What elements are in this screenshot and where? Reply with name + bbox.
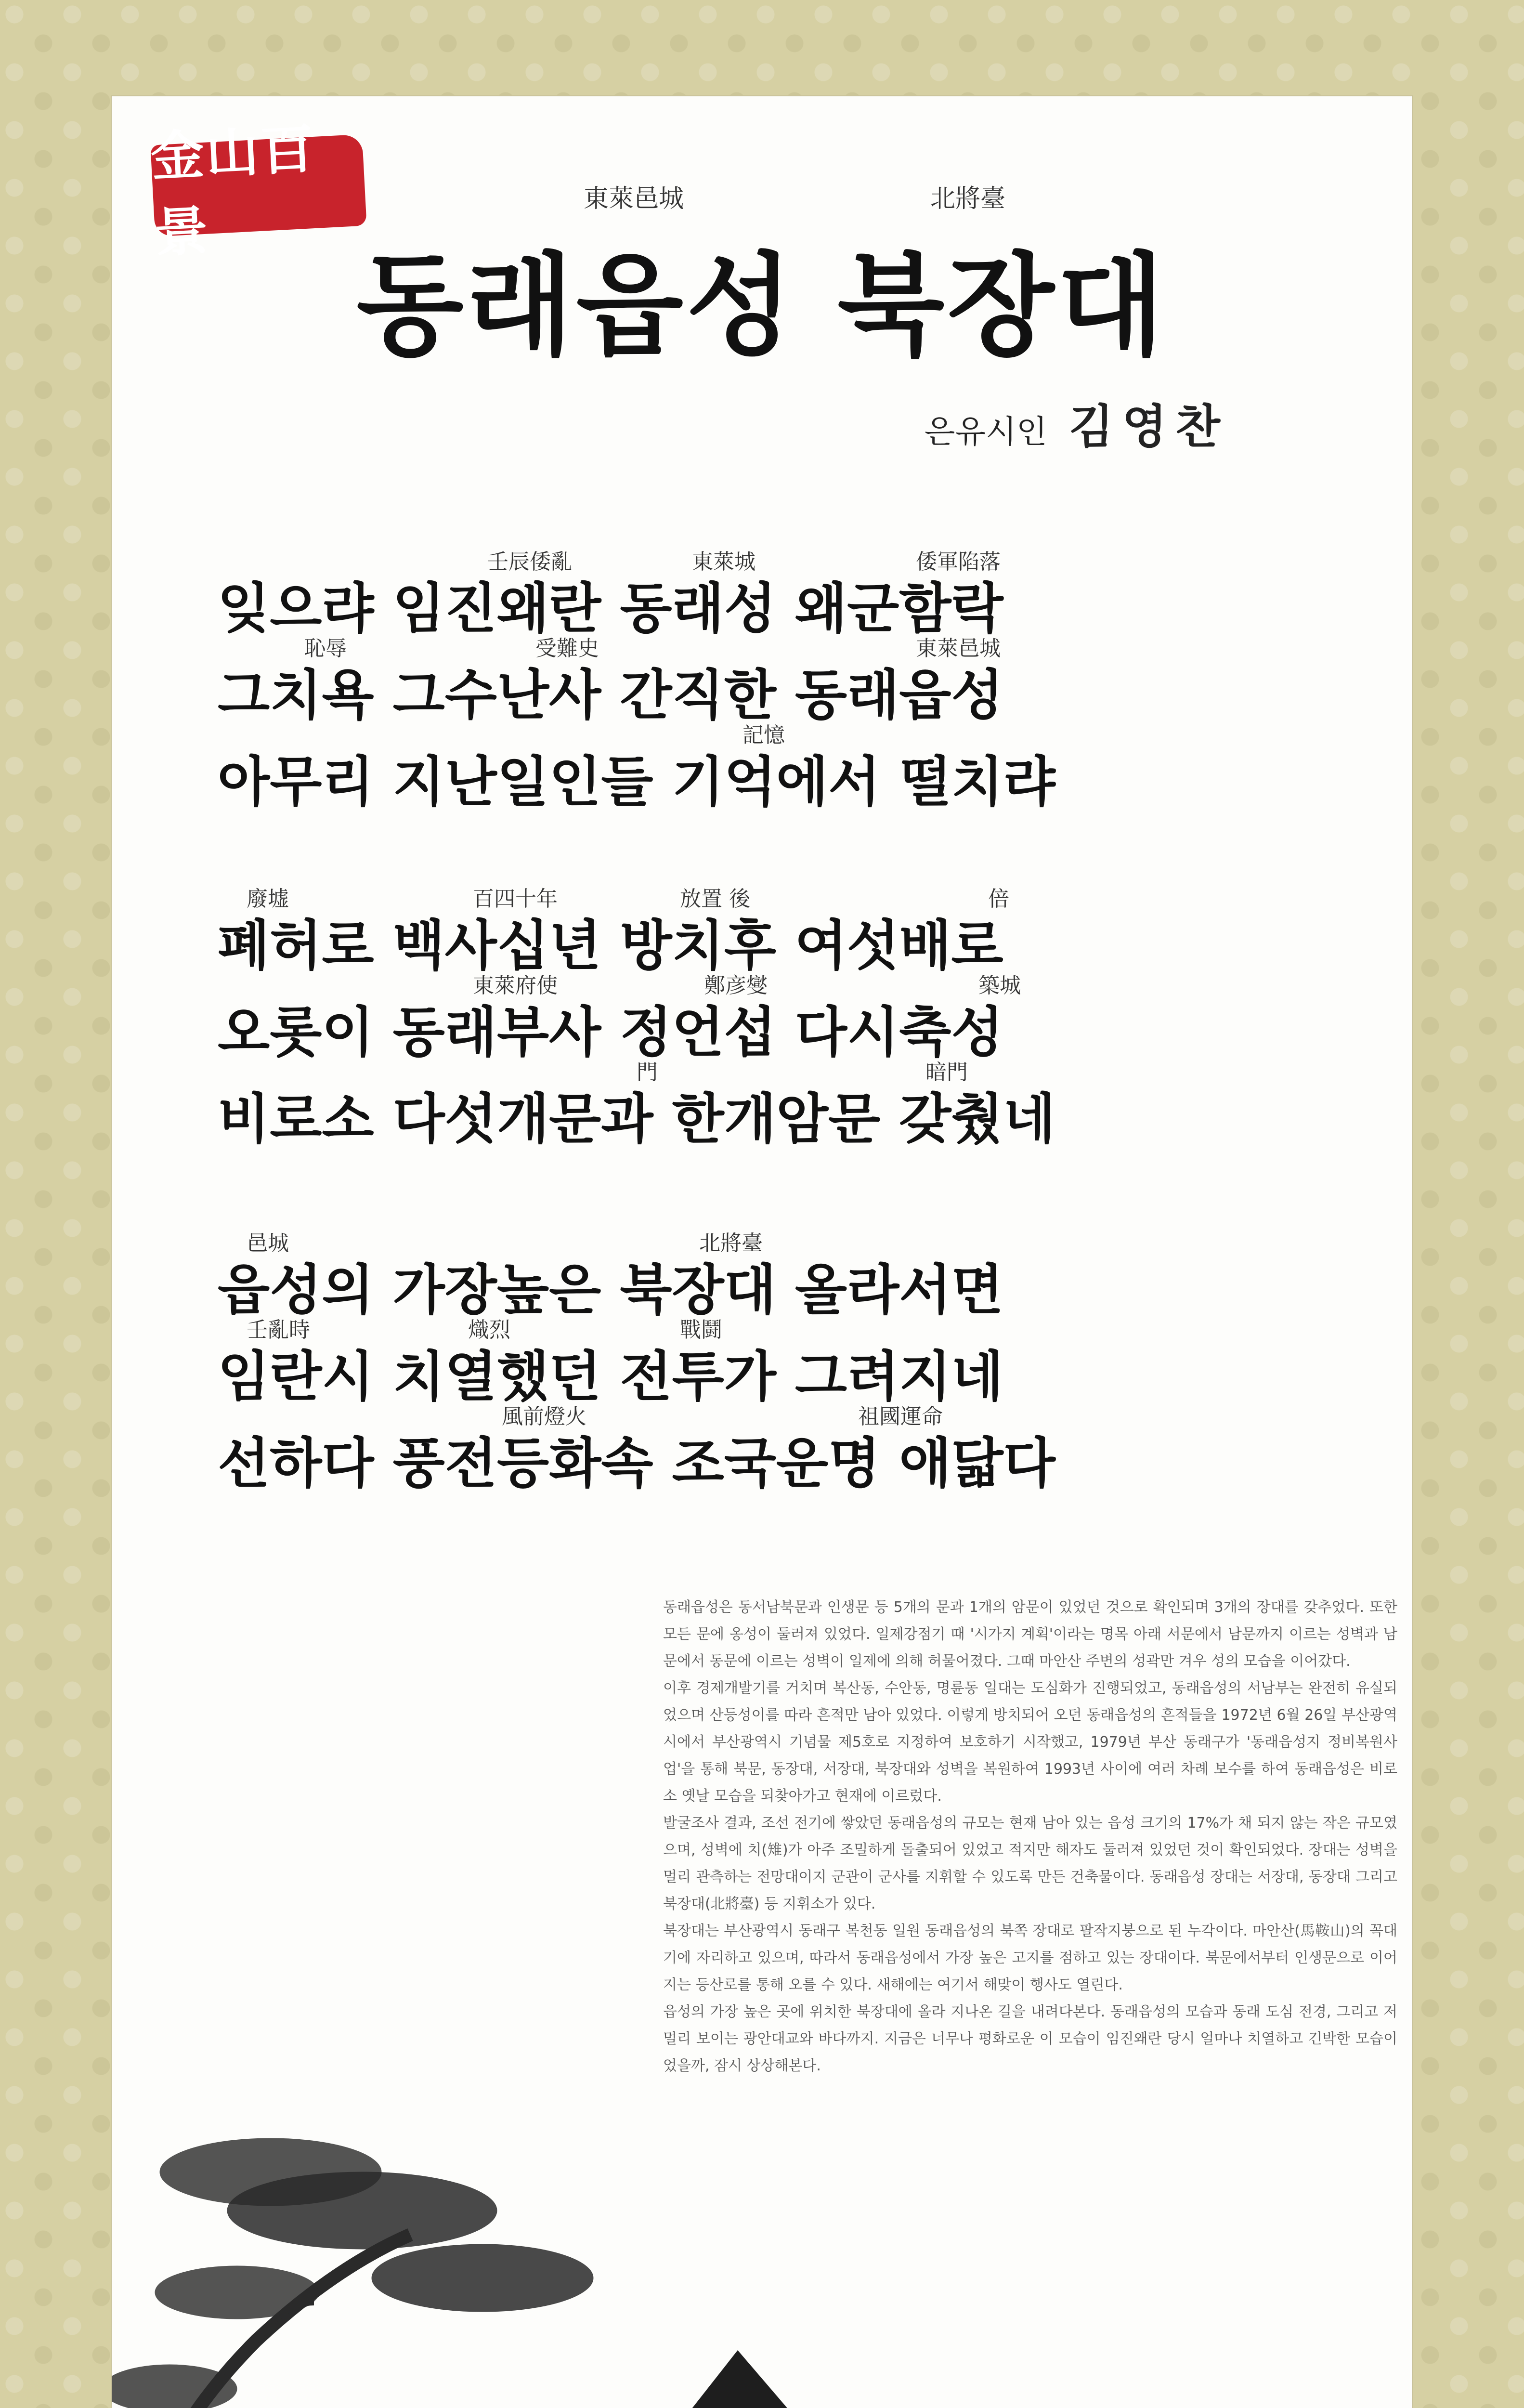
ruby-annotation: 鄭彦燮 [704,973,768,998]
prose-paragraph: 읍성의 가장 높은 곳에 위치한 북장대에 올라 지나온 길을 내려다본다. 동래읍성의 모습과 동래 도심 전경, 그리고 저 멀리 보이는 광안대교와 바다까지. 지금은 너무나 평화로운 이 모습이 임진왜란 당시 얼마나 치열하고 긴박한 모습이었을까, 잠시 상상해본다. [663,2003,1397,2074]
ruby-annotation: 倭軍陷落 [916,550,1001,574]
ruby-annotation: 祖國運命 [858,1404,943,1429]
poem-line-text: 그치욕 그수난사 간직한 동래읍성 [218,664,1003,727]
ruby-annotation: 壬亂時 [247,1318,310,1342]
ruby-annotation: 戰鬪 [680,1318,722,1342]
prose-paragraph: 이후 경제개발기를 거치며 복산동, 수안동, 명륜동 일대는 도심화가 진행되었고, 동래읍성의 서남부는 완전히 유실되었으며 산등성이를 따라 흔적만 남아 있었다. 이렇게 방치되어 오던 동래읍성의 흔적들을 1972년 6월 26일 부산광역시에서 부산광역시 기념물 제5호로 지정하여 보호하기 시작했고, 1979년 부산 동래구가 '동래읍성지 정비복원사업'을 통해 북문, 동장대, 서장대, 북장대와 성벽을 복원하여 1993년 사이에 여러 차례 보수를 하여 동래읍성은 비로소 옛날 모습을 되찾아가고 현재에 이르렀다. [663,1680,1397,1805]
poem-line-text: 아무리 지난일인들 기억에서 떨치랴 [218,751,1055,813]
title-hanja-right: 北將臺 [930,184,1006,213]
poem-line-text: 읍성의 가장높은 북장대 올라서면 [218,1259,1003,1322]
ruby-annotation: 東萊府使 [473,973,558,998]
author-line [925,390,1229,456]
ruby-annotation: 受難史 [535,636,599,661]
ruby-annotation: 東萊邑城 [916,636,1001,661]
pine-tree [112,2138,593,2408]
poem-line-text: 폐허로 백사십년 방치후 여섯배로 [218,915,1003,977]
ruby-annotation: 廢墟 [247,887,289,911]
prose-paragraph: 동래읍성은 동서남북문과 인생문 등 5개의 문과 1개의 암문이 있었던 것으로 확인되며 3개의 장대를 갖추었다. 또한 모든 문에 옹성이 둘러져 있었다. 일제강점기 때 '시가지 계획'이라는 명목 아래 서문에서 남문까지 이르는 성벽과 남문에서 동문에 이르는 성벽이 일제에 의해 허물어졌다. 그때 마안산 주변의 성곽만 겨우 성의 모습을 이어갔다. [663,1599,1397,1670]
prose-paragraph: 북장대는 부산광역시 동래구 복천동 일원 동래읍성의 북쪽 장대로 팔작지붕으로 된 누각이다. 마안산(馬鞍山)의 꼭대기에 자리하고 있으며, 따라서 동래읍성에서 가장 높은 고지를 점하고 있는 장대이다. 북문에서부터 인생문으로 이어지는 등산로를 통해 오를 수 있다. 새해에는 여기서 해맞이 행사도 열린다. [663,1923,1397,1993]
ruby-annotation: 百四十年 [473,887,558,911]
ruby-annotation: 北將臺 [699,1231,763,1256]
poem-line-text: 잊으랴 임진왜란 동래성 왜군함락 [218,577,1003,640]
ruby-annotation: 放置 後 [680,887,750,911]
ruby-annotation: 暗門 [925,1060,968,1085]
ruby-annotation: 記憶 [742,723,785,747]
author-label: 은유시인 [924,413,1047,450]
page-title: 동래읍성 북장대 [356,242,1167,371]
poem-line-text: 오롯이 동래부사 정언섭 다시축성 [218,1001,1003,1064]
ruby-annotation: 東萊城 [692,550,755,574]
poem-line-text: 임란시 치열했던 전투가 그려지네 [218,1346,1003,1408]
poem-sheet [112,96,1412,2408]
pavilion-illustration [112,2052,1412,2408]
ruby-annotation: 恥辱 [304,636,347,661]
poem-line-text: 선하다 풍전등화속 조국운명 애닯다 [218,1432,1055,1495]
ruby-annotation: 風前燈火 [502,1404,586,1429]
ruby-annotation: 邑城 [247,1231,289,1256]
ruby-annotation: 門 [637,1060,658,1085]
ruby-annotation: 倍 [988,887,1009,911]
ruby-annotation: 熾烈 [468,1318,510,1342]
author-name: 김영찬 [1068,400,1229,454]
ruby-annotation: 壬辰倭亂 [487,550,572,574]
logo-badge: 金山百景 [150,134,366,237]
ruby-annotation: 築城 [978,973,1021,998]
pavilion [381,2350,1108,2408]
prose-paragraph: 발굴조사 결과, 조선 전기에 쌓았던 동래읍성의 규모는 현재 남아 있는 읍성 크기의 17%가 채 되지 않는 작은 규모였으며, 성벽에 치(雉)가 아주 조밀하게 돌출되어 있었고 적지만 해자도 둘러져 있었던 것이 확인되었다. 장대는 성벽을 멀리 관측하는 전망대이지 군관이 군사를 지휘할 수 있도록 만든 건축물이다. 동래읍성 장대는 서장대, 동장대 그리고 북장대(北將臺) 등 지휘소가 있다. [663,1815,1397,1912]
title-hanja-left: 東萊邑城 [584,184,684,213]
description-text [663,1594,1397,2080]
poem-line-text: 비로소 다섯개문과 한개암문 갖췄네 [218,1088,1055,1151]
